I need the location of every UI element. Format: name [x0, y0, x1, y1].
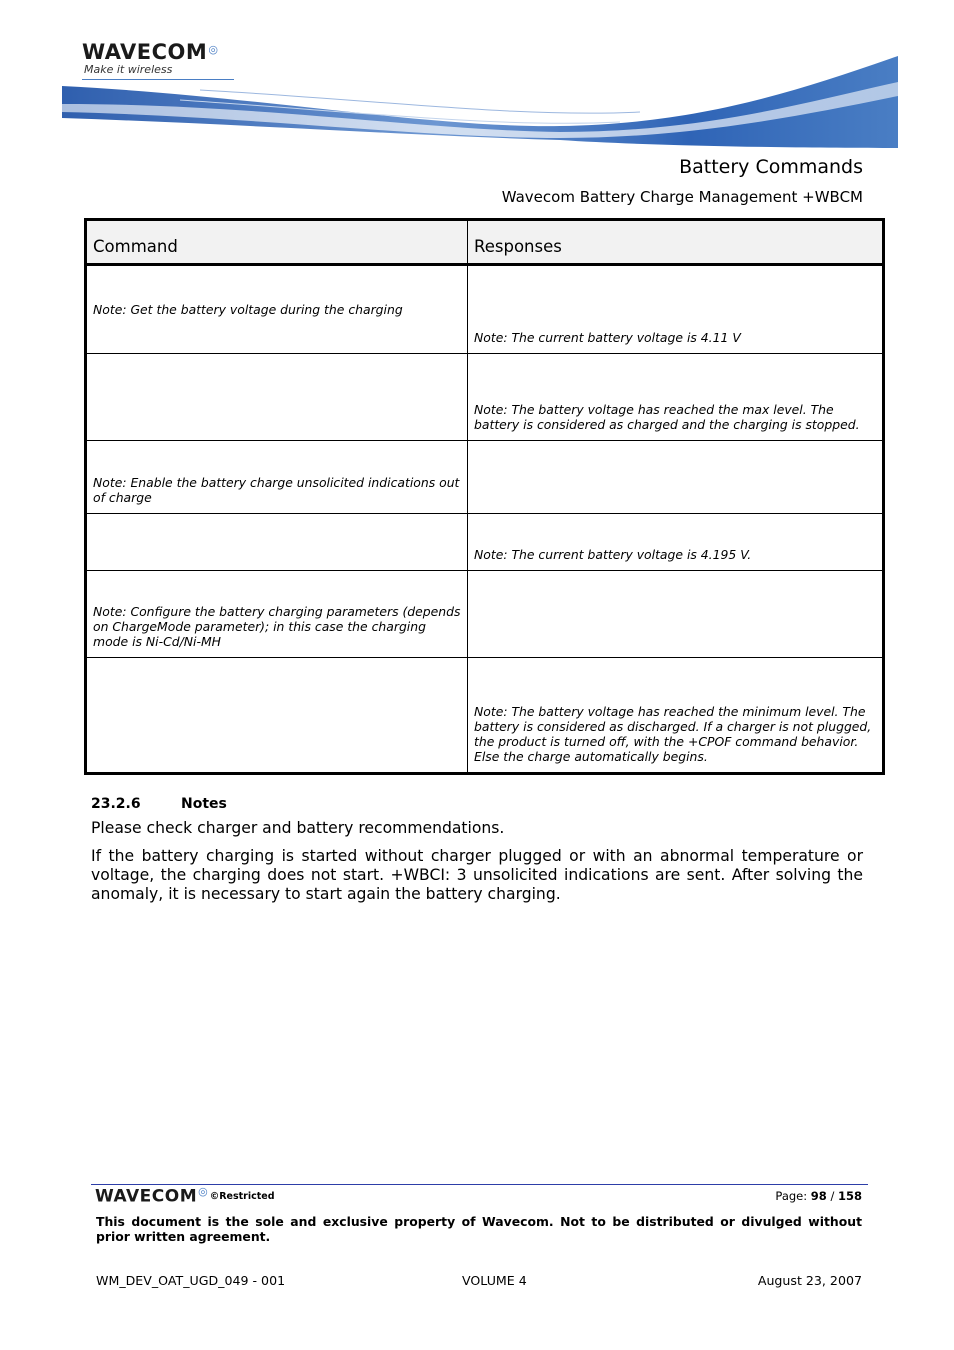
document-reference: WM_DEV_OAT_UGD_049 - 001: [96, 1273, 286, 1288]
response-cell: Note: The current battery voltage is 4.195 V.: [468, 514, 884, 571]
response-cell: [468, 441, 884, 514]
page-current: 98: [810, 1189, 827, 1203]
header-wave-graphic: [0, 0, 954, 160]
notes-paragraph: If the battery charging is started without charger plugged or with an abnormal temperature or voltage, the charging does not start. +WBCI: 3 unsolicited indications are sent. After solving the anomaly, it is necessary to start again the battery charging.: [91, 847, 863, 903]
notes-section-title: Notes: [181, 796, 227, 812]
page-separator: /: [830, 1189, 835, 1203]
response-cell: [468, 571, 884, 658]
command-cell: [86, 354, 468, 441]
logo-tagline: Make it wireless: [84, 63, 173, 76]
page-total: 158: [837, 1189, 862, 1203]
footer-logo: [95, 1185, 275, 1206]
command-note: Note: Get the battery voltage during the charging: [93, 302, 403, 317]
table-row: [86, 354, 884, 441]
response-cell: Note: The current battery voltage is 4.11 V: [468, 265, 884, 354]
notes-section-number: 23.2.6: [91, 796, 141, 812]
response-cell: Note: The battery voltage has reached the minimum level. The battery is considered as discharged. If a charger is not plugged, the product is turned off, with the +CPOF command behavior. Else the charge automatically begins.: [468, 658, 884, 774]
command-cell: Note: Enable the battery charge unsolicited indications out of charge: [86, 441, 468, 514]
table-row: [86, 514, 884, 571]
column-header-responses: Responses: [468, 220, 884, 265]
command-cell: [86, 658, 468, 774]
column-header-command: Command: [86, 220, 468, 265]
document-date: August 23, 2007: [757, 1273, 862, 1288]
volume-label: VOLUME 4: [462, 1273, 527, 1288]
command-cell: [86, 265, 468, 354]
notes-heading: [91, 796, 227, 812]
table-row: [86, 658, 884, 774]
response-cell: Note: The battery voltage has reached the max level. The battery is considered as charged and the charging is stopped.: [468, 354, 884, 441]
footer-logo-wordmark: WAVECOM: [95, 1186, 198, 1207]
command-cell: [86, 514, 468, 571]
page-number: [775, 1189, 862, 1203]
notes-paragraph: Please check charger and battery recommendations.: [91, 819, 505, 837]
logo-swirl-icon: ◎: [208, 42, 218, 56]
table-row: [86, 571, 884, 658]
subsection-title: Wavecom Battery Charge Management +WBCM: [501, 188, 863, 206]
command-response-table: [84, 218, 885, 775]
footer-legal-notice: This document is the sole and exclusive property of Wavecom. Not to be distributed or divulged without prior written agreement.: [96, 1214, 862, 1244]
table-row: [86, 265, 884, 354]
table-row: [86, 441, 884, 514]
table-header-row: [86, 220, 884, 265]
footer-logo-swirl-icon: ◎: [198, 1185, 208, 1198]
logo-wordmark: WAVECOM: [82, 40, 208, 64]
page-label: Page:: [775, 1189, 808, 1203]
command-cell: Note: Configure the battery charging parameters (depends on ChargeMode parameter); in this case the charging mode is Ni-Cd/Ni-MH: [86, 571, 468, 658]
wavecom-logo: [82, 40, 218, 64]
restricted-label: ©Restricted: [209, 1191, 275, 1203]
logo-underline: [82, 79, 234, 80]
section-title: Battery Commands: [679, 156, 863, 178]
